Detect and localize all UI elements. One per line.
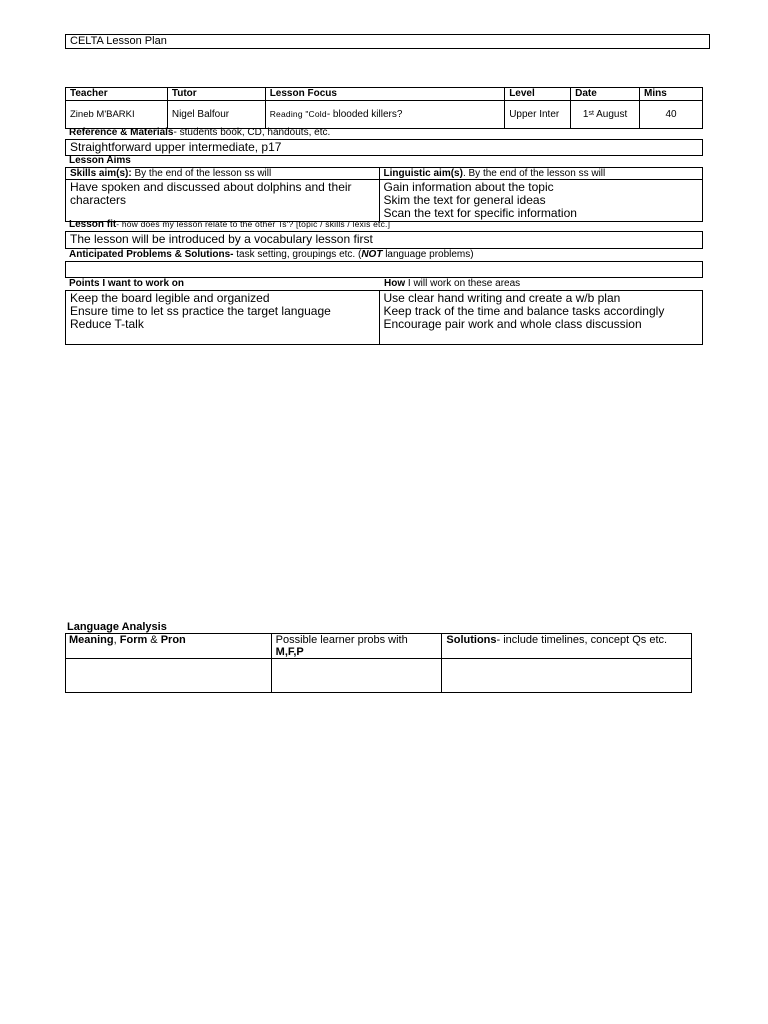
linguistic-aim-item: Skim the text for general ideas <box>383 193 546 207</box>
lesson-fit-label: Lesson fit <box>69 219 117 230</box>
points-table <box>65 290 703 345</box>
how-item: Encourage pair work and whole class discussion <box>383 317 642 331</box>
info-table-value-row <box>66 101 703 129</box>
mins-value: 40 <box>640 101 703 129</box>
date-suffix: st <box>588 110 594 117</box>
lesson-aims-label: Lesson Aims <box>69 155 131 166</box>
language-analysis-table <box>65 633 692 693</box>
solutions-header <box>442 634 692 659</box>
how-label-row <box>384 278 520 289</box>
lesson-fit-label-row <box>69 219 390 230</box>
date-header: Date <box>571 88 640 101</box>
problems-label-row <box>69 249 474 260</box>
aims-header-row <box>66 168 703 180</box>
lesson-fit-value-box <box>65 231 703 249</box>
problems-hint-not: NOT <box>361 249 383 260</box>
skills-aim-header <box>66 168 380 180</box>
form-label: Form <box>119 634 148 646</box>
linguistic-aim-content <box>379 180 703 222</box>
language-analysis-title: Language Analysis <box>67 621 167 633</box>
language-analysis-empty-row <box>66 659 692 693</box>
language-analysis-header-row <box>66 634 692 659</box>
lesson-focus-rest: - blooded killers? <box>326 109 403 120</box>
lesson-fit-hint: - how does my lesson relate to the other Ts'? [topic / skills / lexis etc.] <box>116 219 391 229</box>
reference-label-row <box>69 127 330 138</box>
problems-label: Anticipated Problems & Solutions- <box>69 249 234 260</box>
meaning-form-pron-cell <box>66 659 272 693</box>
page-title: CELTA Lesson Plan <box>70 35 167 47</box>
points-left-cell <box>66 291 380 345</box>
learner-probs-cell <box>271 659 442 693</box>
points-right-cell <box>379 291 703 345</box>
meaning-form-pron-header <box>66 634 272 659</box>
lesson-focus-header: Lesson Focus <box>265 88 505 101</box>
linguistic-aim-hint: . By the end of the lesson ss will <box>462 168 606 179</box>
problems-hint-a: task setting, groupings etc. ( <box>233 249 362 260</box>
learner-probs-bold: M,F,P <box>275 646 304 658</box>
how-item: Keep track of the time and balance tasks accordingly <box>383 304 665 318</box>
skills-aim-item: characters <box>70 193 127 207</box>
lesson-focus-value <box>265 101 505 129</box>
linguistic-aim-header <box>379 168 703 180</box>
tutor-header: Tutor <box>167 88 265 101</box>
meaning-label: Meaning <box>69 634 114 646</box>
date-value <box>571 101 640 129</box>
skills-aim-hint: By the end of the lesson ss will <box>131 168 272 179</box>
teacher-name: Zineb M'BARKI <box>70 109 135 120</box>
teacher-value <box>66 101 168 129</box>
reference-value-box <box>65 139 703 156</box>
info-table-header-row <box>66 88 703 101</box>
points-label: Points I want to work on <box>69 278 184 289</box>
reference-hint: - students book, CD, handouts, etc. <box>173 127 331 138</box>
solutions-hint: - include timelines, concept Qs etc. <box>496 634 668 646</box>
date-month: August <box>593 109 628 120</box>
reference-value: Straightforward upper intermediate, p17 <box>70 140 282 154</box>
lesson-fit-value: The lesson will be introduced by a vocabulary lesson first <box>70 232 373 246</box>
header-title-box <box>65 34 710 49</box>
learner-probs-header <box>271 634 442 659</box>
skills-aim-label: Skills aim(s): <box>70 168 132 179</box>
how-hint: I will work on these areas <box>405 278 521 289</box>
linguistic-aim-label: Linguistic aim(s) <box>383 168 463 179</box>
tutor-value: Nigel Balfour <box>167 101 265 129</box>
sep1: , <box>113 634 120 646</box>
how-label: How <box>384 278 406 289</box>
point-item: Reduce T-talk <box>70 317 144 331</box>
mins-header: Mins <box>640 88 703 101</box>
date-day: 1 <box>582 109 589 120</box>
skills-aim-item: Have spoken and discussed about dolphins and their <box>70 180 352 194</box>
aims-table <box>65 167 703 222</box>
point-item: Ensure time to let ss practice the target language <box>70 304 331 318</box>
problems-value-box <box>65 261 703 278</box>
how-item: Use clear hand writing and create a w/b plan <box>383 291 621 305</box>
linguistic-aim-item: Scan the text for specific information <box>383 206 577 220</box>
level-header: Level <box>505 88 571 101</box>
learner-probs-prefix: Possible learner probs with <box>275 634 408 646</box>
solutions-label: Solutions <box>446 634 497 646</box>
level-value: Upper Inter <box>505 101 571 129</box>
points-content-row <box>66 291 703 345</box>
sep2: & <box>147 634 161 646</box>
aims-content-row <box>66 180 703 222</box>
point-item: Keep the board legible and organized <box>70 291 270 305</box>
linguistic-aim-item: Gain information about the topic <box>383 180 554 194</box>
solutions-cell <box>442 659 692 693</box>
lesson-focus-prefix: Reading "Cold <box>269 109 327 119</box>
problems-hint-b: language problems) <box>382 249 474 260</box>
teacher-header: Teacher <box>66 88 168 101</box>
skills-aim-content <box>66 180 380 222</box>
info-table <box>65 87 703 129</box>
pron-label: Pron <box>160 634 186 646</box>
reference-label: Reference & Materials <box>69 127 174 138</box>
